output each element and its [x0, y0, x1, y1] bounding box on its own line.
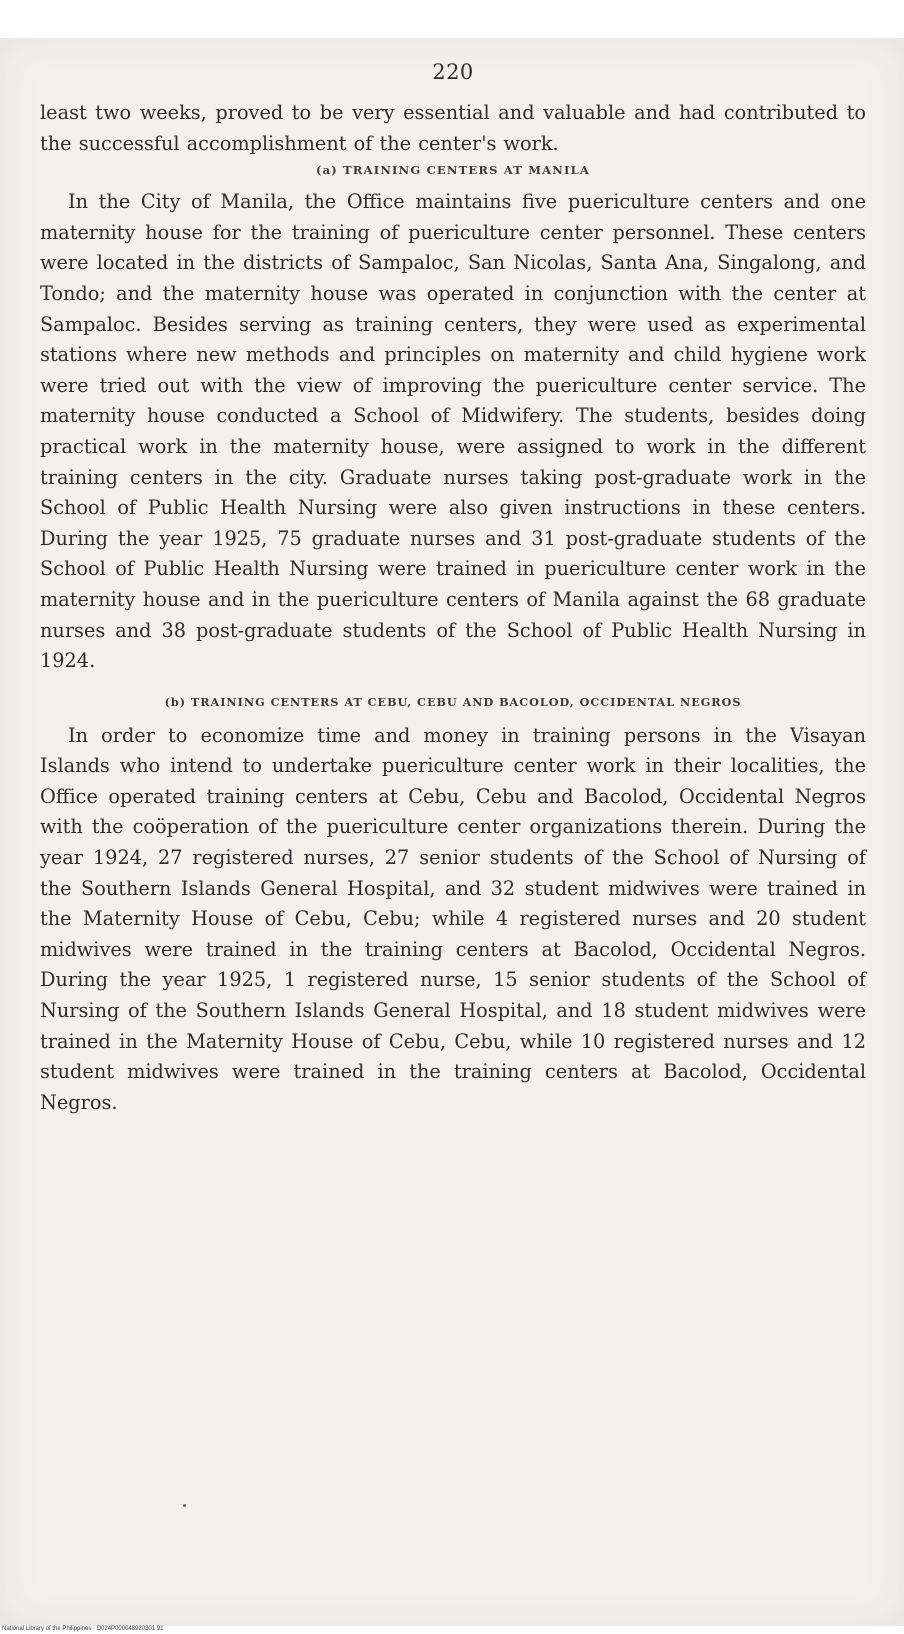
page-number: 220 [432, 60, 474, 84]
section-heading-b: (b) TRAINING CENTERS AT CEBU, CEBU AND BACOLOD, OCCIDENTAL NEGROS [164, 694, 742, 709]
document-page [40, 38, 866, 1118]
library-footer: National Library of the Philippines · D024P000048920301 91 [2, 1626, 164, 1632]
paragraph-cebu-bacolod: In order to economize time and money in training persons in the Visayan Islands who intend to undertake puericulture center work in their localities, the Office operated training centers at Cebu, Cebu and Bacolod, Occidental Negros with the coöperation of the puericulture center organizations therein. During the year 1924, 27 registered nurses, 27 senior students of the School of Nursing of the Southern Islands General Hospital, and 32 student midwives were trained in the Maternity House of Cebu, Cebu; while 4 registered nurses and 20 student midwives were trained in the training centers at Bacolod, Occidental Negros. During the year 1925, 1 registered nurse, 15 senior students of the School of Nursing of the Southern Islands General Hospital, and 18 student midwives were trained in the Maternity House of Cebu, Cebu, while 10 registered nurses and 12 student midwives were trained in the training centers at Bacolod, Occidental Negros. [40, 723, 866, 1114]
paragraph-continuation: least two weeks, proved to be very essential and valuable and had contributed to the successful accomplishment of the center's work. [40, 101, 866, 155]
ink-speck [183, 1504, 186, 1507]
paragraph-manila: In the City of Manila, the Office maintains five puericulture centers and one maternity house for the training of puericulture center personnel. These centers were located in the districts of Sampaloc, San Nicolas, Santa Ana, Singalong, and Tondo; and the maternity house was operated in conjunction with the center at Sampaloc. Besides serving as training centers, they were used as experimental stations where new methods and principles on maternity and child hygiene work were tried out with the view of improving the puericulture center service. The maternity house conducted a School of Midwifery. The students, besides doing practical work in the maternity house, were assigned to work in the different training centers in the city. Graduate nurses taking post-graduate work in the School of Public Health Nursing were also given instructions in these centers. During the year 1925, 75 graduate nurses and 31 post-graduate students of the School of Public Health Nursing were trained in puericulture center work in the maternity house and in the puericulture centers of Manila against the 68 graduate nurses and 38 post-graduate students of the School of Public Health Nursing in 1924. [40, 190, 866, 673]
section-heading-a: (a) TRAINING CENTERS AT MANILA [315, 163, 590, 178]
